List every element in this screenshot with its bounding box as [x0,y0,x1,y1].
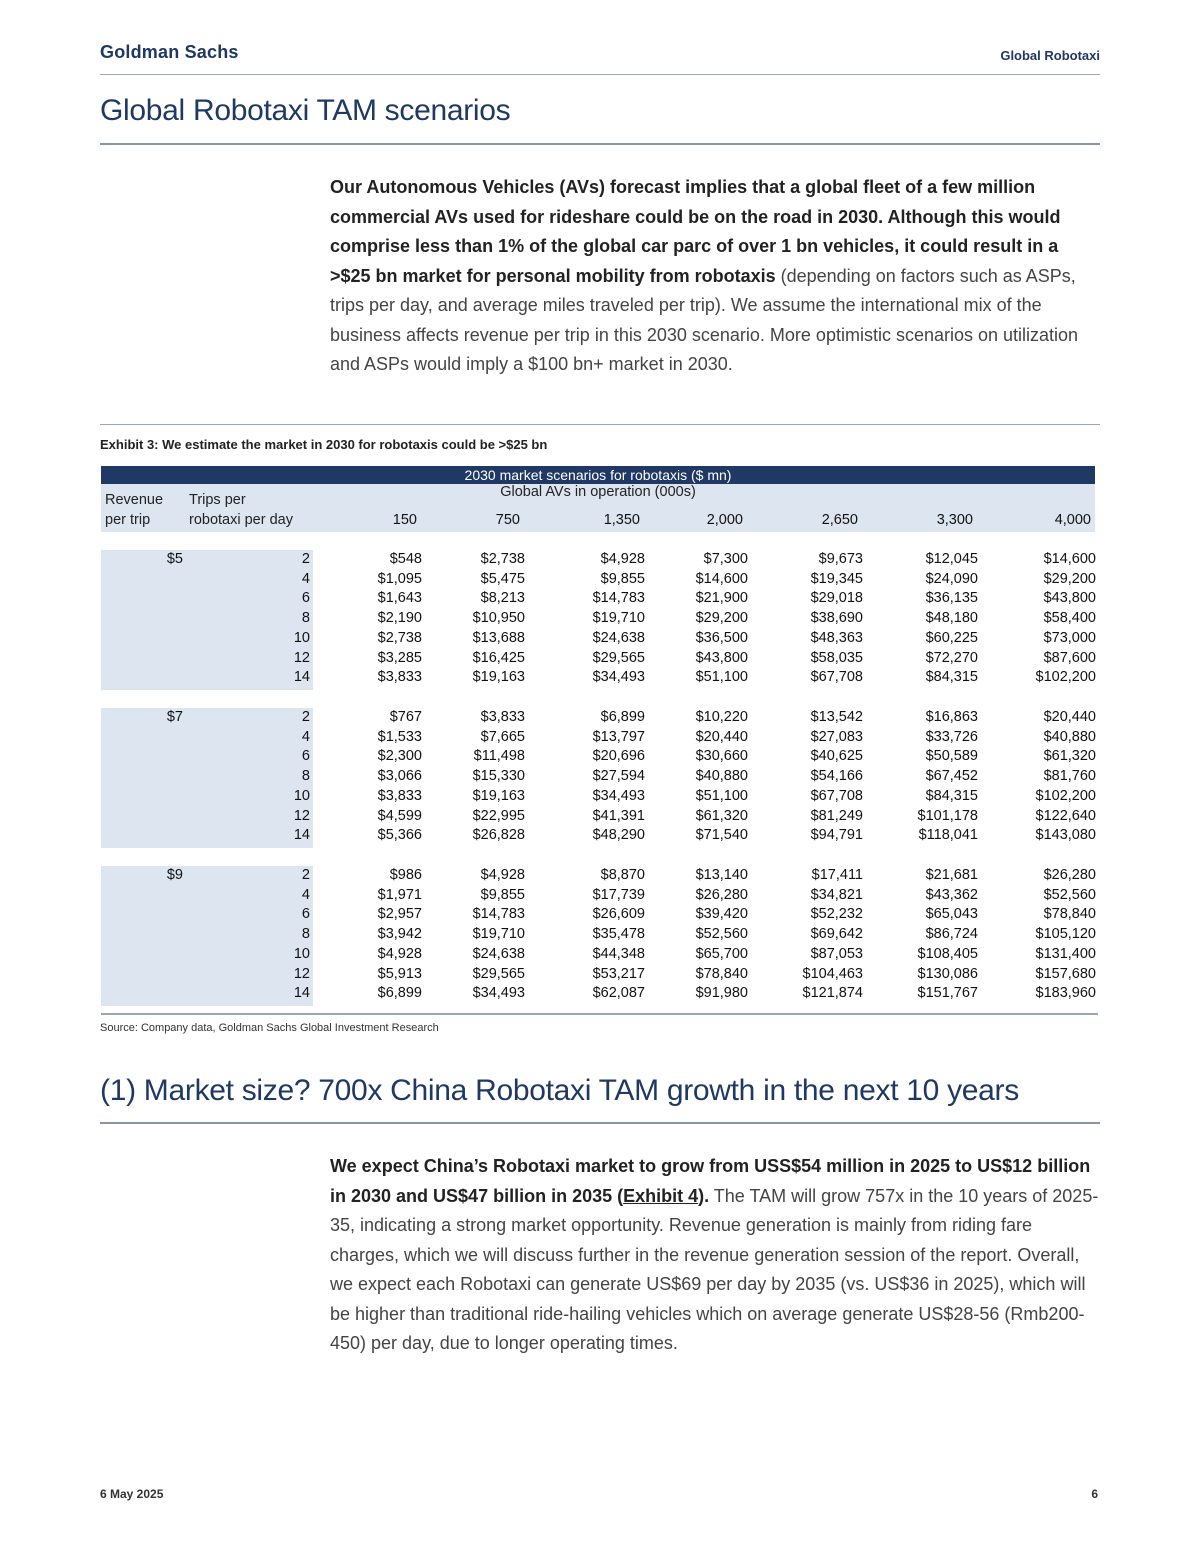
table-cell: $53,217 [592,965,645,982]
table-cell: $19,163 [472,787,525,804]
brand-name: Goldman Sachs [100,42,239,62]
table-cell: $19,163 [472,669,525,686]
table-cell: $15,330 [472,768,525,785]
table-cell: $21,681 [925,867,978,883]
column-header-4000: 4,000 [1054,512,1091,528]
table-cell: $5,913 [377,965,422,982]
table-cell: $67,708 [810,787,863,804]
table-cell: $29,018 [810,590,863,607]
table-cell: $16,425 [472,649,525,666]
column-header-750: 750 [495,512,520,528]
table-cell: $40,625 [810,748,863,765]
intro-paragraph [330,173,1102,380]
table-cell: $10,950 [472,610,525,627]
revenue-header-line2: per trip [105,512,151,528]
table-cell: $7,665 [480,728,525,745]
table-cell: $24,638 [592,629,645,646]
table-cell: $118,041 [918,827,978,844]
table-cell: $767 [389,709,422,725]
source-note: Source: Company data, Goldman Sachs Global Investment Research [100,1022,439,1034]
table-cell: $81,760 [1043,768,1096,785]
table-cell: $2,738 [480,551,525,567]
table-cell: $20,696 [592,748,645,765]
table-cell: $34,821 [810,886,863,903]
market-size-rest: The TAM will grow 757x in the 10 years of 2025-35, indicating a strong market opportunity. Revenue generation is mainly from riding fare charges, which we will discuss further in the revenue generation session of the report. Overall, we expect each Robotaxi can generate US$69 per day by 2035 (vs. US$36 in 2025), which will be higher than traditional ride-hailing vehicles which on average generate US$28-56 (Rmb200-450) per day, due to longer operating times. [330,1185,1099,1353]
table-cell: $27,083 [810,728,863,745]
document-label: Global Robotaxi [1000,48,1100,63]
table-cell: $12,045 [925,551,978,567]
table-cell: $1,643 [377,590,422,607]
table-cell: $6,899 [600,709,645,725]
table-cell: $108,405 [917,945,978,962]
table-cell: $2,957 [377,906,422,923]
trips-per-day: 4 [301,728,310,745]
market-size-bold-end: ). [698,1185,710,1206]
table-cell: $131,400 [1035,945,1096,962]
trips-per-day: 12 [293,807,310,824]
table-cell: $48,363 [810,629,863,646]
table-cell: $151,767 [917,985,978,1002]
revenue-header-line1: Revenue [105,492,164,508]
trips-per-day: 2 [301,867,310,883]
trips-per-day: 4 [301,886,310,903]
table-cell: $67,708 [810,669,863,686]
trips-per-day: 6 [301,748,310,765]
table-cell: $52,232 [810,906,863,923]
table-cell: $101,178 [917,807,978,824]
table-cell: $2,190 [377,610,422,627]
trips-header-line1: Trips per [189,492,246,508]
table-cell: $78,840 [1043,906,1096,923]
table-cell: $26,280 [695,886,748,903]
table-cell: $5,475 [480,570,525,587]
table-title: 2030 market scenarios for robotaxis ($ mn) [101,466,1095,484]
table-cell: $29,565 [472,965,525,982]
table-cell: $102,200 [1035,787,1096,804]
table-cell: $122,640 [1035,807,1096,824]
trips-per-day: 12 [293,649,310,666]
column-header-2000: 2,000 [706,512,743,528]
table-cell: $13,797 [592,728,645,745]
table-cell: $34,493 [592,787,645,804]
table-cell: $1,533 [377,728,422,745]
market-size-paragraph [330,1152,1102,1359]
table-cell: $8,870 [600,867,645,883]
table-cell: $3,833 [377,669,422,686]
trips-per-day: 12 [293,965,310,982]
table-cell: $986 [389,867,422,883]
table-cell: $9,855 [600,570,645,587]
table-cell: $50,589 [925,748,978,765]
table-cell: $71,540 [695,827,748,844]
revenue-per-trip: $5 [166,551,183,567]
table-cell: $157,680 [1035,965,1096,982]
table-cell: $183,960 [1035,985,1096,1002]
table-cell: $2,300 [377,748,422,765]
column-header-3300: 3,300 [936,512,973,528]
table-cell: $24,638 [472,945,525,962]
table-bottom-rule [101,1013,1098,1015]
trips-per-day: 10 [293,945,310,962]
table-cell: $87,600 [1043,649,1096,666]
table-cell: $40,880 [1043,728,1096,745]
table-cell: $24,090 [925,570,978,587]
table-cell: $61,320 [695,807,748,824]
table-cell: $87,053 [810,945,863,962]
intro-paragraph-bold: Our Autonomous Vehicles (AVs) forecast implies that a global fleet of a few million commercial AVs used for rideshare could be on the road in 2030. Although this would comprise less than 1% of the global car parc of over 1 bn vehicles, it could result in a >$25 bn market for personal mobility from robotaxis [330,177,1061,286]
table-cell: $4,928 [377,945,422,962]
table-cell: $14,600 [1043,551,1096,567]
table-cell: $105,120 [1035,926,1096,943]
table-cell: $29,565 [592,649,645,666]
table-cell: $91,980 [695,985,748,1002]
table-cell: $44,348 [592,945,645,962]
table-cell: $17,411 [811,867,863,883]
table-cell: $548 [389,551,422,567]
section-title: Global Robotaxi TAM scenarios [100,94,511,127]
trips-per-day: 14 [293,827,310,844]
table-cell: $4,928 [480,867,525,883]
section-divider [100,143,1100,145]
table-cell: $58,035 [810,649,863,666]
table-cell: $29,200 [1043,570,1096,587]
table-cell: $2,738 [377,629,422,646]
trips-per-day: 8 [301,768,310,785]
table-cell: $78,840 [695,965,748,982]
trips-per-day: 4 [301,570,310,587]
revenue-per-trip: $7 [166,709,183,725]
table-cell: $19,710 [472,926,525,943]
table-cell: $1,971 [377,886,422,903]
page-number: 6 [1091,1487,1098,1501]
table-cell: $10,220 [695,709,748,725]
table-cell: $13,688 [472,629,525,646]
table-cell: $14,783 [472,906,525,923]
table-cell: $8,213 [480,590,525,607]
table-cell: $30,660 [695,748,748,765]
column-group-label: Global AVs in operation (000s) [500,484,696,500]
table-cell: $20,440 [1043,709,1096,725]
table-cell: $102,200 [1035,669,1096,686]
table-cell: $67,452 [925,768,978,785]
exhibit-4-link[interactable]: Exhibit 4 [623,1185,699,1206]
table-cell: $3,066 [377,768,422,785]
header-divider [100,74,1100,75]
table-cell: $14,783 [592,590,645,607]
table-cell: $81,249 [810,807,863,824]
table-cell: $51,100 [695,787,748,804]
exhibit-title: Exhibit 3: We estimate the market in 2030 for robotaxis could be >$25 bn [100,437,548,452]
table-cell: $11,498 [473,748,525,765]
table-cell: $3,833 [377,787,422,804]
table-cell: $43,362 [925,886,978,903]
table-cell: $51,100 [695,669,748,686]
table-cell: $3,833 [480,709,525,725]
table-cell: $7,300 [703,551,748,567]
table-cell: $65,043 [925,906,978,923]
table-cell: $61,320 [1043,748,1096,765]
table-cell: $65,700 [695,945,748,962]
table-cell: $121,874 [802,985,863,1002]
intro-paragraph-rest: (depending on factors such as ASPs, trips per day, and average miles traveled per trip). We assume the international mix of the business affects revenue per trip in this 2030 scenario. More optimistic scenarios on utilization and ASPs would imply a $100 bn+ market in 2030. [330,265,1079,374]
table-cell: $21,900 [695,590,748,607]
table-cell: $34,493 [592,669,645,686]
table-cell: $48,290 [592,827,645,844]
section2-divider [100,1122,1100,1124]
table-cell: $41,391 [592,807,645,824]
table-cell: $73,000 [1043,629,1096,646]
exhibit-divider [100,424,1100,425]
table-cell: $60,225 [925,629,978,646]
table-cell: $3,942 [377,926,422,943]
table-cell: $84,315 [925,787,978,804]
trips-per-day: 8 [301,610,310,627]
trips-per-day: 10 [293,787,310,804]
table-cell: $5,366 [377,827,422,844]
table-cell: $19,345 [810,570,863,587]
table-cell: $130,086 [917,965,978,982]
table-cell: $17,739 [592,886,645,903]
table-cell: $19,710 [592,610,645,627]
column-header-1350: 1,350 [603,512,640,528]
market-size-bold: We expect China’s Robotaxi market to grow from USS$54 million in 2025 to US$12 billion in 2030 and US$47 billion in 2035 ( [330,1156,1091,1206]
section2-title: (1) Market size? 700x China Robotaxi TAM growth in the next 10 years [100,1074,1019,1107]
table-cell: $4,599 [377,807,422,824]
table-cell: $52,560 [1043,886,1096,903]
table-cell: $6,899 [377,985,422,1002]
table-cell: $29,200 [695,610,748,627]
table-cell: $104,463 [802,965,863,982]
table-cell: $14,600 [695,570,748,587]
footer-date: 6 May 2025 [100,1487,164,1501]
table-cell: $1,095 [377,570,422,587]
trips-per-day: 14 [293,985,310,1002]
table-cell: $72,270 [925,649,978,666]
table-cell: $33,726 [925,728,978,745]
table-cell: $16,863 [925,709,978,725]
table-cell: $69,642 [810,926,863,943]
table-cell: $62,087 [592,985,645,1002]
column-header-2650: 2,650 [821,512,858,528]
trips-per-day: 8 [301,926,310,943]
trips-per-day: 2 [301,551,310,567]
table-cell: $26,828 [472,827,525,844]
trips-per-day: 6 [301,906,310,923]
table-cell: $43,800 [695,649,748,666]
table-cell: $13,140 [695,867,748,883]
table-cell: $26,280 [1043,867,1096,883]
table-cell: $86,724 [925,926,978,943]
trips-header-line2: robotaxi per day [189,512,293,528]
table-cell: $38,690 [810,610,863,627]
table-cell: $143,080 [1035,827,1096,844]
table-cell: $3,285 [377,649,422,666]
table-cell: $36,135 [925,590,978,607]
trips-per-day: 14 [293,669,310,686]
table-cell: $43,800 [1043,590,1096,607]
table-cell: $13,542 [810,709,863,725]
trips-per-day: 10 [293,629,310,646]
table-cell: $26,609 [592,906,645,923]
table-cell: $40,880 [695,768,748,785]
table-cell: $20,440 [695,728,748,745]
table-cell: $54,166 [810,768,863,785]
table-cell: $22,995 [472,807,525,824]
table-cell: $94,791 [810,827,863,844]
table-cell: $9,855 [480,886,525,903]
trips-per-day: 6 [301,590,310,607]
table-cell: $34,493 [472,985,525,1002]
table-cell: $48,180 [925,610,978,627]
table-cell: $36,500 [695,629,748,646]
table-cell: $9,673 [818,551,863,567]
table-cell: $39,420 [695,906,748,923]
table-cell: $27,594 [592,768,645,785]
table-cell: $35,478 [592,926,645,943]
table-cell: $52,560 [695,926,748,943]
column-header-150: 150 [392,512,417,528]
revenue-per-trip: $9 [166,867,183,883]
table-cell: $4,928 [600,551,645,567]
table-cell: $84,315 [925,669,978,686]
trips-per-day: 2 [301,709,310,725]
table-cell: $58,400 [1043,610,1096,627]
